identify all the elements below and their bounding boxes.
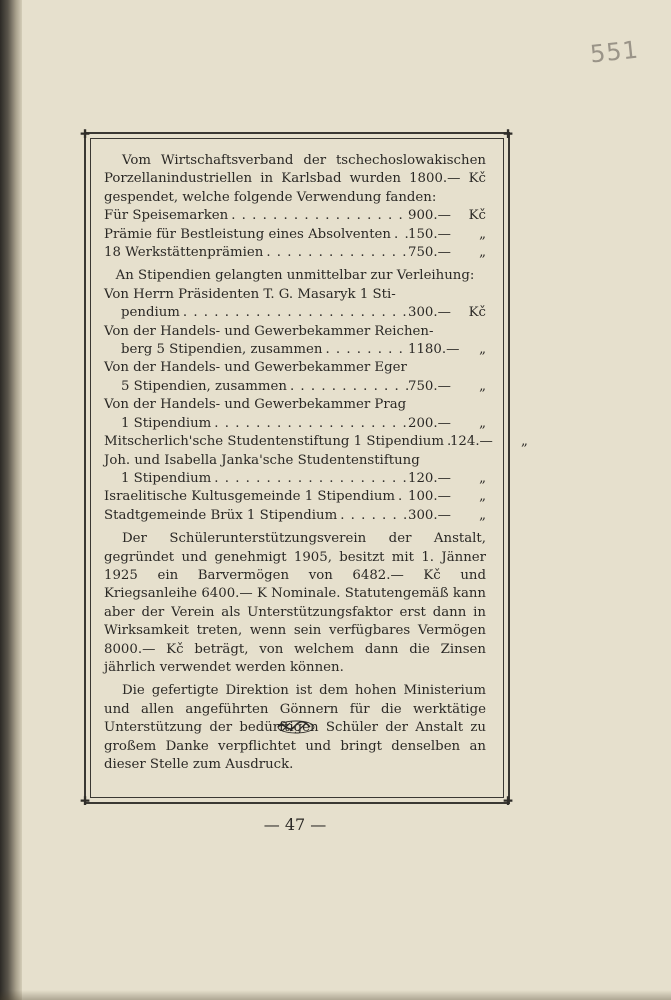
thanks-paragraph: Die gefertigte Direktion ist dem hohen Ministerium und allen angeführten Gönnern für die werktätige Unterstützung der bedürftigen Schüler der Anstalt zu großem Danke verpflichtet und bringt denselben an dieser Stelle zum Ausdruck. [104, 683, 486, 772]
stipend-amount: 300.— [408, 305, 451, 321]
corner-ornament-icon: ✚ [503, 794, 514, 808]
stipend-amount: 120.— [408, 470, 451, 486]
use-label: Für Speisemarken [104, 208, 229, 224]
stipend-currency: „ [479, 415, 486, 431]
stipend-line1: Von der Handels- und Gewerbekammer Reichen- [104, 323, 434, 339]
stipend-currency: „ [479, 378, 486, 394]
stipend-label: Israelitische Kultusgemeinde 1 Stipendium [104, 489, 396, 505]
stipend-amount: 1180.— [408, 342, 460, 358]
use-row [104, 226, 486, 244]
handwritten-folio-number: 551 [588, 35, 641, 69]
stipend-row [104, 433, 528, 451]
page-text [104, 152, 528, 774]
use-row [104, 244, 486, 262]
book-spine [0, 0, 22, 1000]
use-amount: 750.— [408, 245, 451, 261]
stipend-amount: 100.— [408, 489, 451, 505]
use-label: Prämie für Bestleistung eines Absolventen [104, 226, 391, 242]
stipend-amount: 124.— [449, 434, 493, 450]
corner-ornament-icon: ✚ [80, 794, 91, 808]
stipend-line1: Von Herrn Präsidenten T. G. Masaryk 1 Sti- [104, 286, 396, 302]
use-currency: „ [479, 245, 486, 261]
stipend-label: 5 Stipendien, zusammen [121, 378, 287, 394]
stipend-label: Stadtgemeinde Brüx 1 Stipendium [104, 507, 338, 523]
use-row [104, 207, 486, 225]
stipend-currency: „ [479, 507, 486, 523]
stipend-row [104, 341, 486, 359]
use-amount: 900.— [408, 208, 451, 224]
stipend-amount: 300.— [408, 507, 451, 523]
flourish-ornament-icon [276, 719, 316, 735]
stipend-amount: 200.— [408, 415, 451, 431]
corner-ornament-icon: ✚ [80, 127, 91, 141]
stipend-label: 1 Stipendium [121, 470, 212, 486]
stipend-currency: Kč [468, 305, 486, 321]
stipend-line1: Von der Handels- und Gewerbekammer Prag [104, 397, 407, 413]
stipend-label: Mitscherlich'sche Studentenstiftung 1 Stipendium [104, 434, 444, 450]
stipend-currency: „ [479, 470, 486, 486]
stipend-row [104, 470, 486, 488]
stipend-label: berg 5 Stipendien, zusammen [121, 342, 323, 358]
stipend-row [104, 507, 486, 525]
stipend-row [104, 304, 486, 322]
stipend-currency: „ [479, 489, 486, 505]
use-label: 18 Werkstättenprämien [104, 245, 264, 261]
intro-paragraph: Vom Wirtschaftsverband der tschechoslowakischen Porzellanindustriellen in Karlsbad wurden 1800.— Kč gespendet, welche folgende Verwendung fanden: [104, 153, 486, 205]
stipend-row [104, 378, 486, 396]
use-amount: 150.— [408, 226, 451, 242]
stipend-line1: Von der Handels- und Gewerbekammer Eger [104, 360, 407, 376]
stipend-row [104, 415, 486, 433]
stipend-currency: „ [479, 342, 486, 358]
corner-ornament-icon: ✚ [503, 127, 514, 141]
use-currency: Kč [468, 208, 486, 224]
stipend-label: pendium [121, 305, 180, 321]
page-bottom-shadow [0, 990, 671, 1000]
page-number: — 47 — [263, 815, 327, 834]
stipend-label: 1 Stipendium [121, 415, 212, 431]
stipend-amount: 750.— [408, 378, 451, 394]
stipend-currency: „ [521, 434, 528, 450]
use-currency: „ [479, 226, 486, 242]
stipend-heading: An Stipendien gelangten unmittelbar zur Verleihung: [115, 268, 475, 284]
association-paragraph: Der Schülerunterstützungsverein der Anstalt, gegründet und genehmigt 1905, besitzt mit 1. Jänner 1925 ein Barvermögen von 6482.— Kč und Kriegsanleihe 6400.— K Nominale. Statutengemäß kann aber der Verein als Unterstützungsfaktor erst dann in Wirksamkeit treten, wenn sein verfügbares Vermögen 8000.— Kč beträgt, von welchem dann die Zinsen jährlich verwendet werden können. [104, 531, 486, 675]
stipend-row [104, 488, 486, 506]
stipend-line1: Joh. und Isabella Janka'sche Studentenstiftung [104, 452, 420, 468]
